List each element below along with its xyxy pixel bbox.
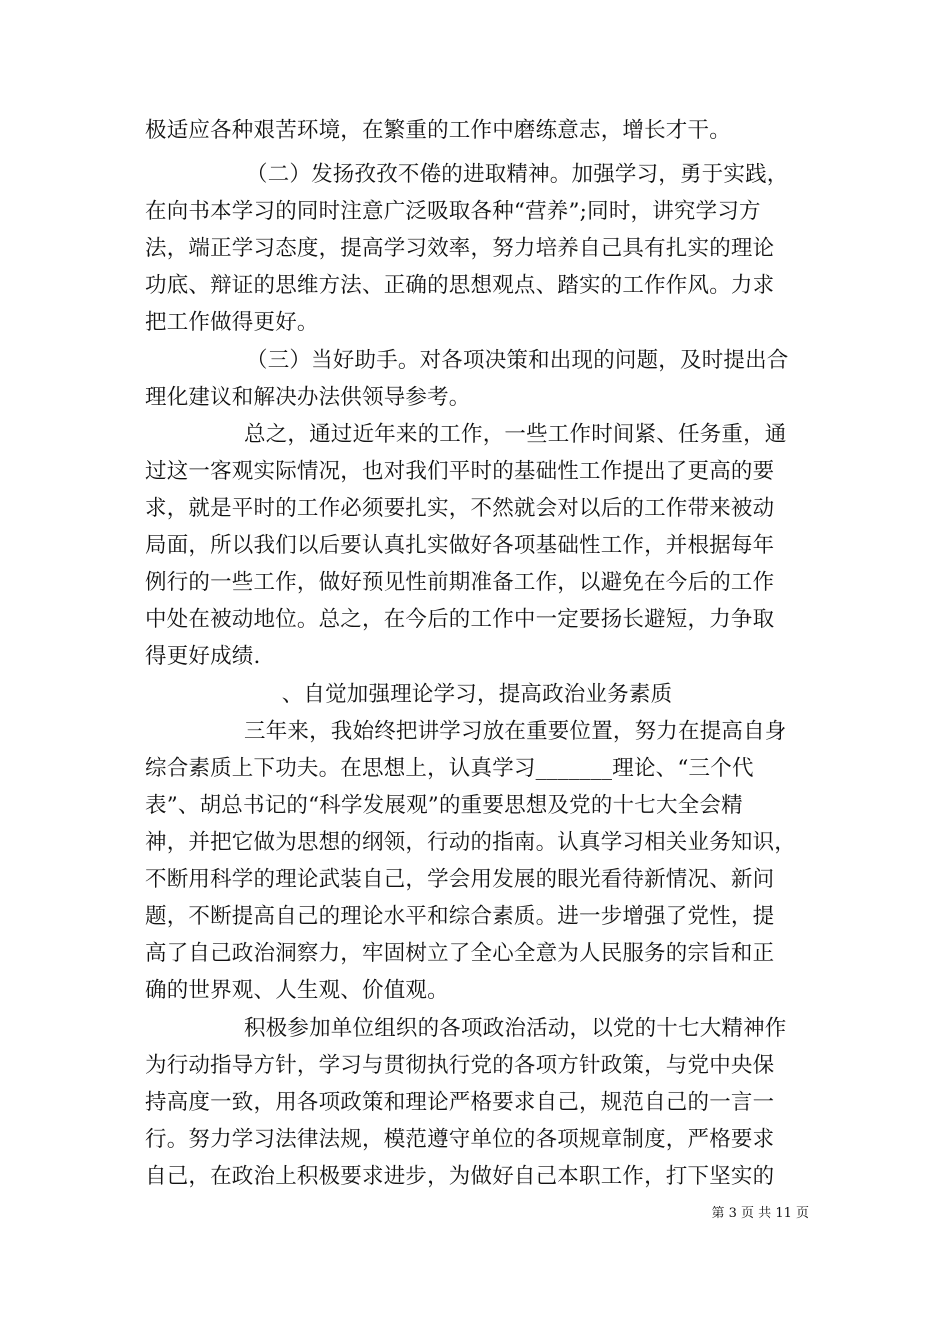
text-line: 高了自己政治洞察力，牢固树立了全心全意为人民服务的宗旨和正 <box>145 941 775 966</box>
text-line: 不断用科学的理论武装自己，学会用发展的眼光看待新情况、新问 <box>145 867 775 892</box>
text-line: 例行的一些工作，做好预见性前期准备工作，以避免在今后的工作 <box>145 570 775 595</box>
text-line: （二）发扬孜孜不倦的进取精神。加强学习，勇于实践， <box>246 162 789 187</box>
text-line: 得更好成绩. <box>145 644 261 669</box>
text-line: 中处在被动地位。总之，在今后的工作中一定要扬长避短，力争取 <box>145 607 775 632</box>
text-line: 综合素质上下功夫。在思想上，认真学习_______理论、“三个代 <box>145 756 754 781</box>
text-line: 神，并把它做为思想的纲领，行动的指南。认真学习相关业务知识， <box>145 830 797 855</box>
text-line: （三）当好助手。对各项决策和出现的问题，及时提出合 <box>246 348 789 373</box>
text-line: 行。努力学习法律法规，模范遵守单位的各项规章制度，严格要求 <box>145 1127 775 1152</box>
section-heading: 、自觉加强理论学习，提高政治业务素质 <box>281 682 673 707</box>
text-line: 题，不断提高自己的理论水平和综合素质。进一步增强了党性，提 <box>145 904 775 929</box>
text-line: 过这一客观实际情况，也对我们平时的基础性工作提出了更高的要 <box>145 459 775 484</box>
text-line: 积极参加单位组织的各项政治活动，以党的十七大精神作 <box>244 1016 787 1041</box>
text-line: 在向书本学习的同时注意广泛吸取各种“营养”;同时，讲究学习方 <box>145 199 761 224</box>
text-line: 极适应各种艰苦环境，在繁重的工作中磨练意志，增长才干。 <box>145 118 731 143</box>
text-line: 功底、辩证的思维方法、正确的思想观点、踏实的工作作风。力求 <box>145 273 775 298</box>
text-line: 理化建议和解决办法供领导参考。 <box>145 385 471 410</box>
page-number-footer: 第 3 页 共 11 页 <box>711 1206 809 1221</box>
text-line: 法，端正学习态度，提高学习效率，努力培养自己具有扎实的理论 <box>145 236 775 261</box>
text-line: 三年来，我始终把讲学习放在重要位置，努力在提高自身 <box>244 719 787 744</box>
text-line: 局面，所以我们以后要认真扎实做好各项基础性工作，并根据每年 <box>145 533 775 558</box>
text-line: 为行动指导方针，学习与贯彻执行党的各项方针政策，与党中央保 <box>145 1053 775 1078</box>
text-line: 求，就是平时的工作必须要扎实，不然就会对以后的工作带来被动 <box>145 496 775 521</box>
text-line: 总之，通过近年来的工作，一些工作时间紧、任务重，通 <box>244 422 787 447</box>
text-line: 自己，在政治上积极要求进步，为做好自己本职工作，打下坚实的 <box>145 1164 775 1189</box>
text-line: 把工作做得更好。 <box>145 310 319 335</box>
text-line: 确的世界观、人生观、价值观。 <box>145 978 449 1003</box>
text-line: 持高度一致，用各项政策和理论严格要求自己，规范自己的一言一 <box>145 1090 775 1115</box>
text-line: 表”、胡总书记的“科学发展观”的重要思想及党的十七大全会精 <box>145 793 743 818</box>
